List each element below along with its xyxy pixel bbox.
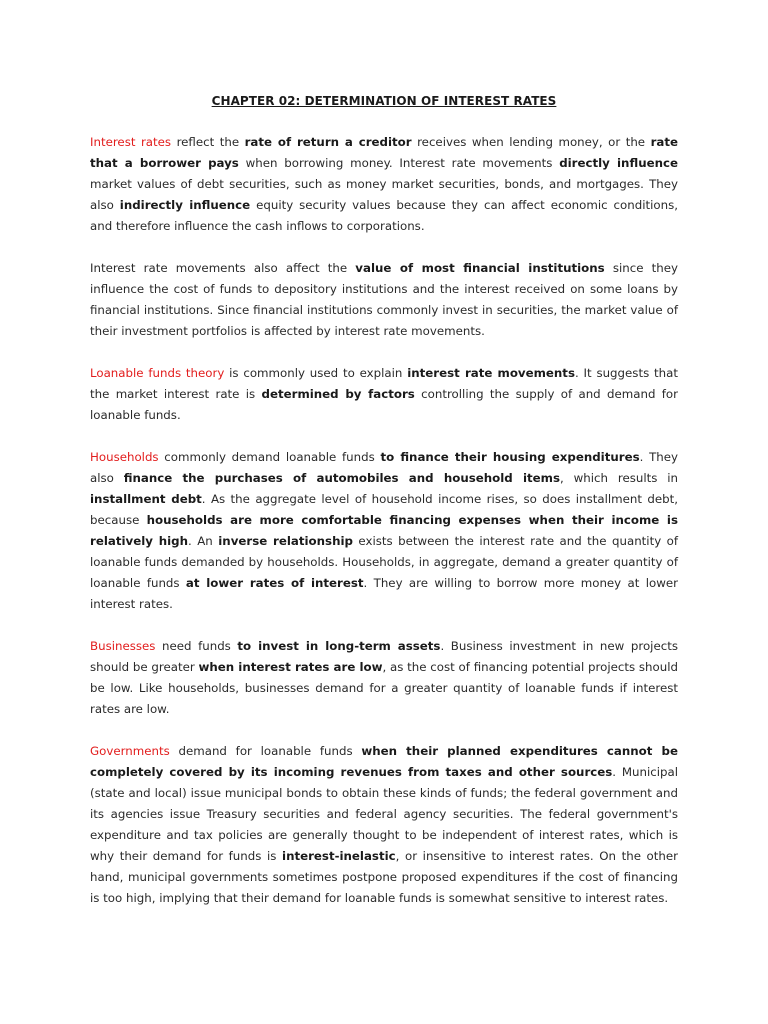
paragraph: [90, 132, 678, 237]
paragraph-text: . They also: [90, 450, 678, 485]
paragraph-text: is commonly used to explain: [224, 366, 408, 380]
paragraph-text: demand for loanable funds: [169, 744, 362, 758]
key-term: Households: [90, 450, 159, 464]
key-term: Interest rates: [90, 135, 172, 149]
paragraph-text: . It suggests that the market interest rate is: [90, 366, 678, 401]
emphasis-text: when interest rates are low: [198, 660, 383, 674]
paragraph: [90, 363, 678, 426]
emphasis-text: to invest in long-term assets: [237, 639, 441, 653]
emphasis-text: indirectly influence: [119, 198, 251, 212]
paragraph-text: when borrowing money. Interest rate movements: [238, 156, 560, 170]
emphasis-text: installment debt: [90, 492, 202, 506]
key-term: Governments: [90, 744, 170, 758]
paragraph-text: receives when lending money, or the: [411, 135, 651, 149]
paragraph-text: market values of debt securities, such as money market securities, bonds, and mortgages. They also: [90, 177, 678, 212]
paragraph-text: reflect the: [171, 135, 245, 149]
paragraph-text: since they influence the cost of funds to depository institutions and the interest received on some loans by financial institutions. Since financial institutions commonly invest in securities, the market value of their investment portfolios is affected by interest rate movements.: [90, 261, 678, 338]
paragraph-text: . Business investment in new projects should be greater: [90, 639, 678, 674]
emphasis-text: households are more comfortable financing expenses when their income is relatively high: [90, 513, 678, 548]
paragraph-text: , which results in: [559, 471, 678, 485]
emphasis-text: inverse relationship: [218, 534, 353, 548]
emphasis-text: to finance their housing expenditures: [380, 450, 640, 464]
emphasis-text: rate that a borrower pays: [90, 135, 678, 170]
emphasis-text: interest rate movements: [407, 366, 575, 380]
paragraph: [90, 636, 678, 720]
paragraph-text: . As the aggregate level of household income rises, so does installment debt, because: [90, 492, 678, 527]
emphasis-text: when their planned expenditures cannot be completely covered by its incoming revenues from taxes and other sources: [90, 744, 678, 779]
emphasis-text: interest-inelastic: [282, 849, 396, 863]
emphasis-text: determined by factors: [261, 387, 415, 401]
chapter-title: CHAPTER 02: DETERMINATION OF INTEREST RATES: [211, 94, 557, 108]
paragraph-text: equity security values because they can affect economic conditions, and therefore influence the cash inflows to corporations.: [90, 198, 678, 233]
paragraph: [90, 447, 678, 615]
emphasis-text: finance the purchases of automobiles and household items: [123, 471, 560, 485]
paragraph-text: controlling the supply of and demand for loanable funds.: [90, 387, 678, 422]
paragraph-text: exists between the interest rate and the quantity of loanable funds demanded by households. Households, in aggregate, demand a greater quantity of loanable funds: [90, 534, 679, 590]
document-body: [90, 132, 678, 909]
emphasis-text: directly influence: [559, 156, 678, 170]
key-term: Loanable funds theory: [90, 366, 225, 380]
paragraph-text: commonly demand loanable funds: [158, 450, 381, 464]
paragraph-text: , or insensitive to interest rates. On the other hand, municipal governments sometimes postpone proposed expenditures if the cost of financing is too high, implying that their demand for loanable funds is somewhat sensitive to interest rates.: [90, 849, 678, 905]
paragraph-text: . They are willing to borrow more money at lower interest rates.: [90, 576, 678, 611]
paragraph: [90, 258, 678, 342]
paragraph-text: , as the cost of financing potential projects should be low. Like households, businesses demand for a greater quantity of loanable funds if interest rates are low.: [90, 660, 678, 716]
paragraph-text: . Municipal (state and local) issue municipal bonds to obtain these kinds of funds; the federal government and its agencies issue Treasury securities and federal agency securities. The federal government's expenditure and tax policies are generally thought to be independent of interest rates, which is why their demand for funds is: [90, 765, 678, 863]
paragraph-text: . An: [188, 534, 219, 548]
emphasis-text: value of most financial institutions: [355, 261, 605, 275]
paragraph-text: need funds: [155, 639, 238, 653]
paragraph: [90, 741, 678, 909]
emphasis-text: at lower rates of interest: [185, 576, 364, 590]
emphasis-text: rate of return a creditor: [244, 135, 412, 149]
paragraph-text: Interest rate movements also affect the: [90, 261, 356, 275]
key-term: Businesses: [90, 639, 156, 653]
